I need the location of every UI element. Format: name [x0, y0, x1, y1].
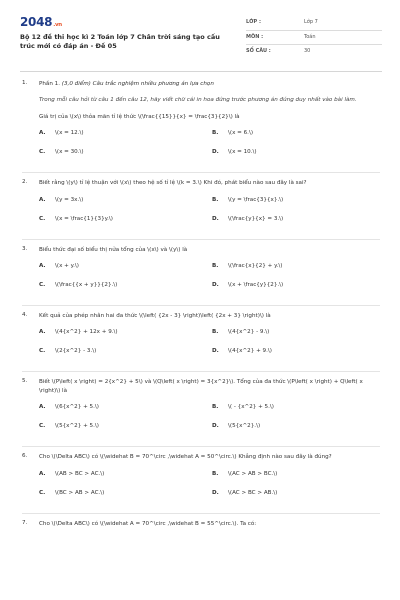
option-letter: B.: [212, 329, 219, 336]
option-d[interactable]: [212, 423, 260, 431]
meta-key: MÔN :: [246, 33, 264, 40]
option-text: \(x = 12.\): [55, 130, 84, 137]
meta-value: 30: [304, 48, 311, 54]
option-b[interactable]: [212, 329, 269, 337]
meta-row-count: [246, 45, 382, 60]
option-text: \(x + y.\): [55, 262, 79, 269]
option-letter: C.: [39, 423, 46, 430]
option-letter: B.: [212, 196, 219, 203]
option-a[interactable]: [39, 329, 118, 337]
question-stem: Giá trị của \(x\) thỏa mãn tỉ lệ thức \(\frac{{15}}{x} = \frac{3}{2}\) là: [39, 113, 240, 120]
meta-value: Lớp 7: [304, 19, 318, 25]
logo-suffix: .vn: [53, 22, 62, 28]
option-letter: C.: [39, 348, 46, 355]
option-b[interactable]: [212, 130, 253, 138]
option-a[interactable]: [39, 263, 79, 271]
option-d[interactable]: [212, 149, 257, 157]
question-stem: Kết quả của phép nhân hai đa thức \(\left( {2x - 3} \right)\left( {2x + 3} \right)\) là: [39, 312, 271, 319]
part-heading: [39, 80, 380, 88]
question-divider: [22, 513, 380, 514]
option-text: \(\frac{{x + y}}{2}.\): [55, 281, 118, 288]
document-meta: [246, 16, 382, 60]
question-5: [22, 378, 380, 442]
option-d[interactable]: [212, 490, 277, 498]
option-text: \( - {x^2} + 5.\): [228, 404, 274, 411]
option-a[interactable]: [39, 471, 104, 479]
option-row: [39, 404, 374, 423]
option-text: \(x = 10.\): [228, 149, 257, 156]
question-number: 2.: [22, 179, 28, 186]
option-d[interactable]: [212, 348, 272, 356]
option-b[interactable]: [212, 197, 283, 205]
question-6: [22, 453, 380, 508]
answer-options: [39, 130, 374, 168]
option-text: \(4{x^2} + 9.\): [228, 348, 272, 355]
option-c[interactable]: [39, 423, 99, 431]
option-text: \(AB > BC > AC.\): [55, 470, 105, 477]
question-1: [22, 80, 380, 168]
option-text: \(\frac{x}{2} + y.\): [228, 262, 283, 269]
option-row: [39, 197, 374, 216]
option-text: \(4{x^2} - 9.\): [228, 329, 270, 336]
option-letter: B.: [212, 470, 219, 477]
option-letter: A.: [39, 404, 46, 411]
option-letter: D.: [212, 149, 219, 156]
question-number: 7.: [22, 519, 28, 526]
option-text: \(AC > BC > AB.\): [228, 489, 278, 496]
option-row: [39, 282, 374, 301]
option-letter: D.: [212, 281, 219, 288]
option-row: [39, 149, 374, 168]
question-stem: Biết rằng \(y\) tỉ lệ thuận với \(x\) theo hệ số tỉ lệ \(k = 3.\) Khi đó, phát biểu nào sau đây là sai?: [39, 180, 307, 187]
option-letter: C.: [39, 489, 46, 496]
option-letter: A.: [39, 130, 46, 137]
logo-main: 2048: [20, 15, 53, 29]
option-letter: A.: [39, 470, 46, 477]
option-c[interactable]: [39, 149, 84, 157]
option-a[interactable]: [39, 130, 84, 138]
answer-options: [39, 471, 374, 509]
option-letter: B.: [212, 262, 219, 269]
question-divider: [22, 371, 380, 372]
option-b[interactable]: [212, 263, 282, 271]
answer-options: [39, 404, 374, 442]
part-label: Phần 1.: [39, 81, 61, 87]
option-letter: D.: [212, 215, 219, 222]
option-row: [39, 423, 374, 442]
answer-options: [39, 263, 374, 301]
option-letter: B.: [212, 130, 219, 137]
option-letter: C.: [39, 149, 46, 156]
question-7: [22, 520, 380, 528]
question-divider: [22, 446, 380, 447]
part-score: (3,0 điểm) Câu trắc nghiệm nhiều phương án lựa chọn: [61, 81, 214, 87]
question-2: [22, 179, 380, 234]
option-d[interactable]: [212, 282, 283, 290]
option-letter: C.: [39, 281, 46, 288]
question-divider: [22, 172, 380, 173]
option-b[interactable]: [212, 404, 274, 412]
question-stem: Biểu thức đại số biểu thị nửa tổng của \(x\) và \(y\) là: [39, 246, 188, 253]
question-divider: [22, 239, 380, 240]
option-row: [39, 130, 374, 149]
option-d[interactable]: [212, 216, 283, 224]
option-text: \(x = \frac{1}{3}y.\): [55, 215, 113, 222]
option-row: [39, 348, 374, 367]
option-letter: C.: [39, 215, 46, 222]
question-4: [22, 312, 380, 367]
option-text: \(x = 6.\): [228, 130, 254, 137]
option-text: \(BC > AB > AC.\): [55, 489, 105, 496]
option-row: [39, 490, 374, 509]
option-b[interactable]: [212, 471, 277, 479]
header-divider: [20, 71, 382, 72]
answer-options: [39, 329, 374, 367]
question-number: 6.: [22, 453, 28, 460]
option-row: [39, 329, 374, 348]
option-text: \(\frac{y}{x} = 3.\): [228, 215, 284, 222]
question-number: 5.: [22, 378, 28, 385]
meta-row-grade: [246, 16, 382, 31]
question-number: 4.: [22, 311, 28, 318]
question-number: 3.: [22, 245, 28, 252]
option-c[interactable]: [39, 282, 117, 290]
option-c[interactable]: [39, 348, 96, 356]
option-text: \(6{x^2} + 5.\): [55, 404, 99, 411]
option-text: \(2{x^2} - 3.\): [55, 348, 97, 355]
meta-value: Toán: [304, 33, 316, 40]
question-3: [22, 246, 380, 301]
exam-content: [22, 80, 380, 531]
meta-row-subject: [246, 31, 382, 46]
option-letter: B.: [212, 404, 219, 411]
option-text: \(AC > AB > BC.\): [228, 470, 278, 477]
option-letter: A.: [39, 329, 46, 336]
option-row: [39, 471, 374, 490]
option-letter: A.: [39, 196, 46, 203]
option-text: \(y = 3x.\): [55, 196, 84, 203]
option-row: [39, 263, 374, 282]
document-title: Bộ 12 đề thi học kì 2 Toán lớp 7 Chân trời sáng tạo cấu trúc mới có đáp án - Đề 05: [20, 33, 220, 50]
option-letter: A.: [39, 262, 46, 269]
question-divider: [22, 305, 380, 306]
option-c[interactable]: [39, 216, 113, 224]
option-a[interactable]: [39, 404, 99, 412]
part-instructions: Trong mỗi câu hỏi từ câu 1 đến câu 12, hãy viết chữ cái in hoa đứng trước phương án đúng duy nhất vào bài làm.: [39, 97, 357, 104]
option-text: \(y = \frac{3}{x}.\): [228, 196, 284, 203]
document-header: [20, 14, 382, 66]
option-text: \(5{x^2} + 5.\): [55, 423, 99, 430]
option-text: \(x = 30.\): [55, 149, 84, 156]
option-row: [39, 216, 374, 235]
question-stem: Biết \(P\left( x \right) = 2{x^2} + 5\) và \(Q\left( x \right) = 3{x^2}\). Tổng của đa thức \(P\left( x \right) + Q\left( x \right)\) là: [39, 379, 363, 394]
option-letter: D.: [212, 489, 219, 496]
option-letter: D.: [212, 423, 219, 430]
option-text: \(x + \frac{y}{2}.\): [228, 281, 284, 288]
meta-key: SỐ CÂU :: [246, 48, 271, 54]
option-letter: D.: [212, 348, 219, 355]
question-stem: Cho \(\Delta ABC\) có \(\widehat B = 70^\circ ,\widehat A = 50^\circ.\) Khẳng định nào sau đây là đúng?: [39, 454, 332, 461]
question-number: 1.: [22, 80, 28, 86]
meta-key: LỚP :: [246, 19, 261, 25]
option-text: \(5{x^2}.\): [228, 423, 261, 430]
option-c[interactable]: [39, 490, 104, 498]
answer-options: [39, 197, 374, 235]
site-logo[interactable]: [20, 14, 62, 30]
option-a[interactable]: [39, 197, 83, 205]
question-stem: Cho \(\Delta ABC\) có \(\widehat A = 70^\circ ,\widehat B = 55^\circ.\). Ta có:: [39, 520, 257, 527]
option-text: \(4{x^2} + 12x + 9.\): [55, 329, 118, 336]
